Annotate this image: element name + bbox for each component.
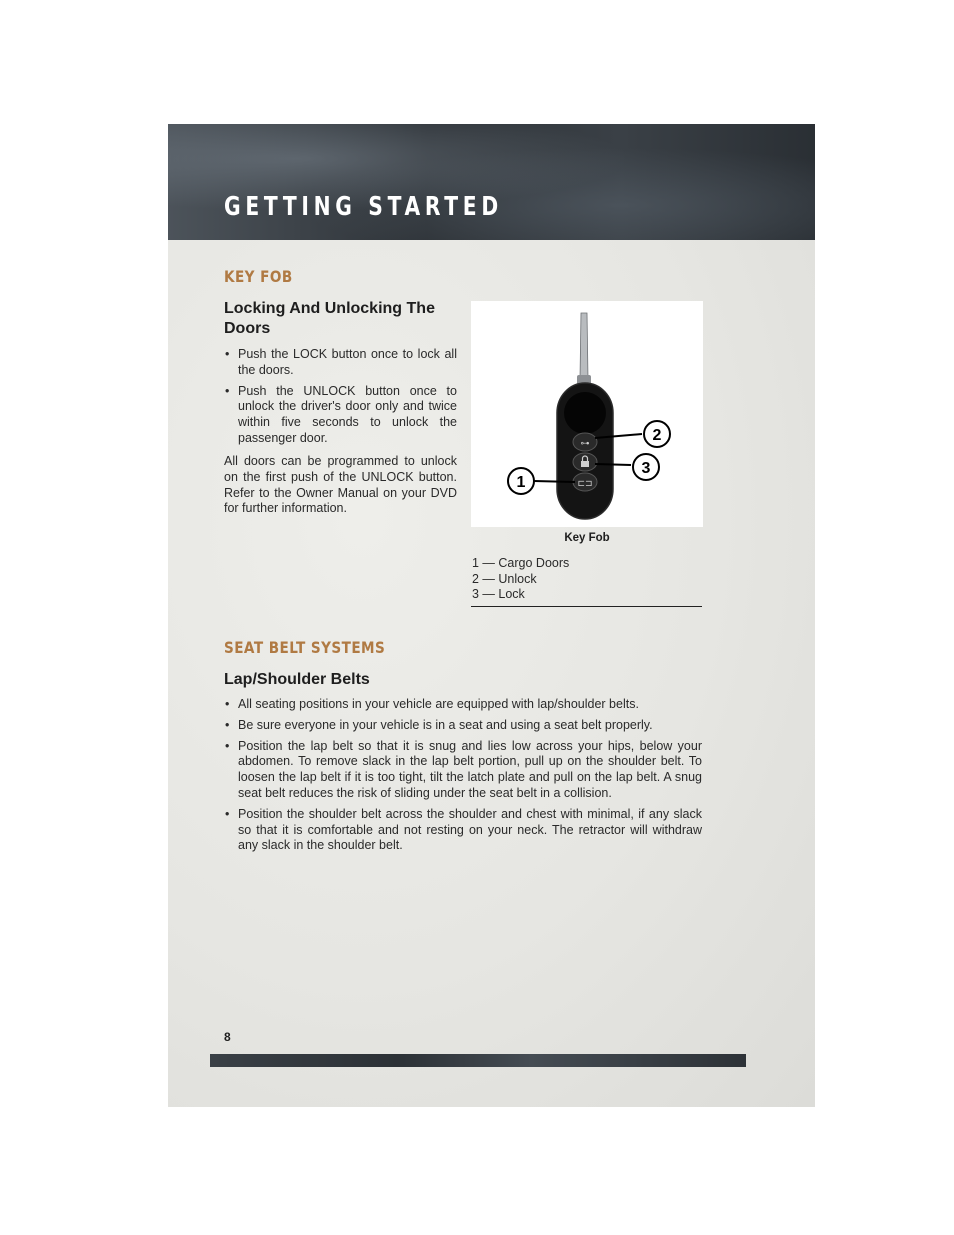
chapter-title: GETTING STARTED: [224, 192, 503, 222]
key-blade: [580, 313, 588, 379]
legend-item: 1 — Cargo Doors: [472, 556, 570, 570]
legend-item: 3 — Lock: [472, 587, 525, 602]
legend-divider: [471, 606, 702, 607]
legend-item: 2 — Unlock: [472, 571, 537, 586]
page-number: 8: [224, 1030, 231, 1044]
footer-bar: [210, 1054, 746, 1067]
list-item: • All seating positions in your vehicle are equipped with lap/shoulder belts.: [224, 697, 702, 713]
callout-leader-1: [534, 481, 575, 482]
list-item: • Push the LOCK button once to lock all the doors.: [224, 347, 457, 379]
header-banner: [168, 124, 815, 240]
unlock-button-icon: ⊶: [580, 439, 590, 449]
seat-belt-bullet-list: [224, 697, 702, 859]
section-title-seat-belt: SEAT BELT SYSTEMS: [224, 638, 386, 657]
lock-icon: [581, 461, 589, 467]
list-item: • Be sure everyone in your vehicle is in a seat and using a seat belt properly.: [224, 718, 702, 734]
list-item: • Position the shoulder belt across the shoulder and chest with minimal, if any slack so that it is comfortable and not resting on your neck. The retractor will withdraw any slack in the shoulder belt.: [224, 807, 702, 854]
manual-page: [168, 124, 815, 1107]
section-title-key-fob: KEY FOB: [224, 267, 293, 286]
cargo-doors-icon: ⊏⊐: [577, 479, 593, 489]
callout-leader-3: [595, 464, 631, 465]
key-fob-illustration: [471, 301, 703, 527]
fob-release-button: [564, 392, 606, 434]
list-item: • Push the UNLOCK button once to unlock the driver's door only and twice within five seconds to unlock the passenger door.: [224, 384, 457, 447]
callout-label-2: 2: [652, 427, 662, 444]
subhead-lap-shoulder-belts: Lap/Shoulder Belts: [224, 671, 370, 688]
key-fob-bullet-list: [224, 347, 457, 452]
callout-label-3: 3: [641, 460, 651, 477]
key-fob-figure: [471, 301, 703, 527]
figure-legend: [472, 556, 702, 603]
subhead-locking-unlocking: Locking And Unlocking The Doors: [224, 300, 435, 337]
figure-caption: Key Fob: [564, 532, 610, 544]
list-item: • Position the lap belt so that it is snug and lies low across your hips, below your abdomen. To remove slack in the lap belt portion, pull up on the shoulder belt. To loosen the lap belt if it is too tight, tilt the latch plate and pull on the lap belt. A snug seat belt reduces the risk of sliding under the seat belt in a collision.: [224, 739, 702, 802]
callout-label-1: 1: [516, 474, 526, 491]
key-fob-paragraph: All doors can be programmed to unlock on the first push of the UNLOCK button. Refer to the Owner Manual on your DVD for further information.: [224, 454, 457, 516]
